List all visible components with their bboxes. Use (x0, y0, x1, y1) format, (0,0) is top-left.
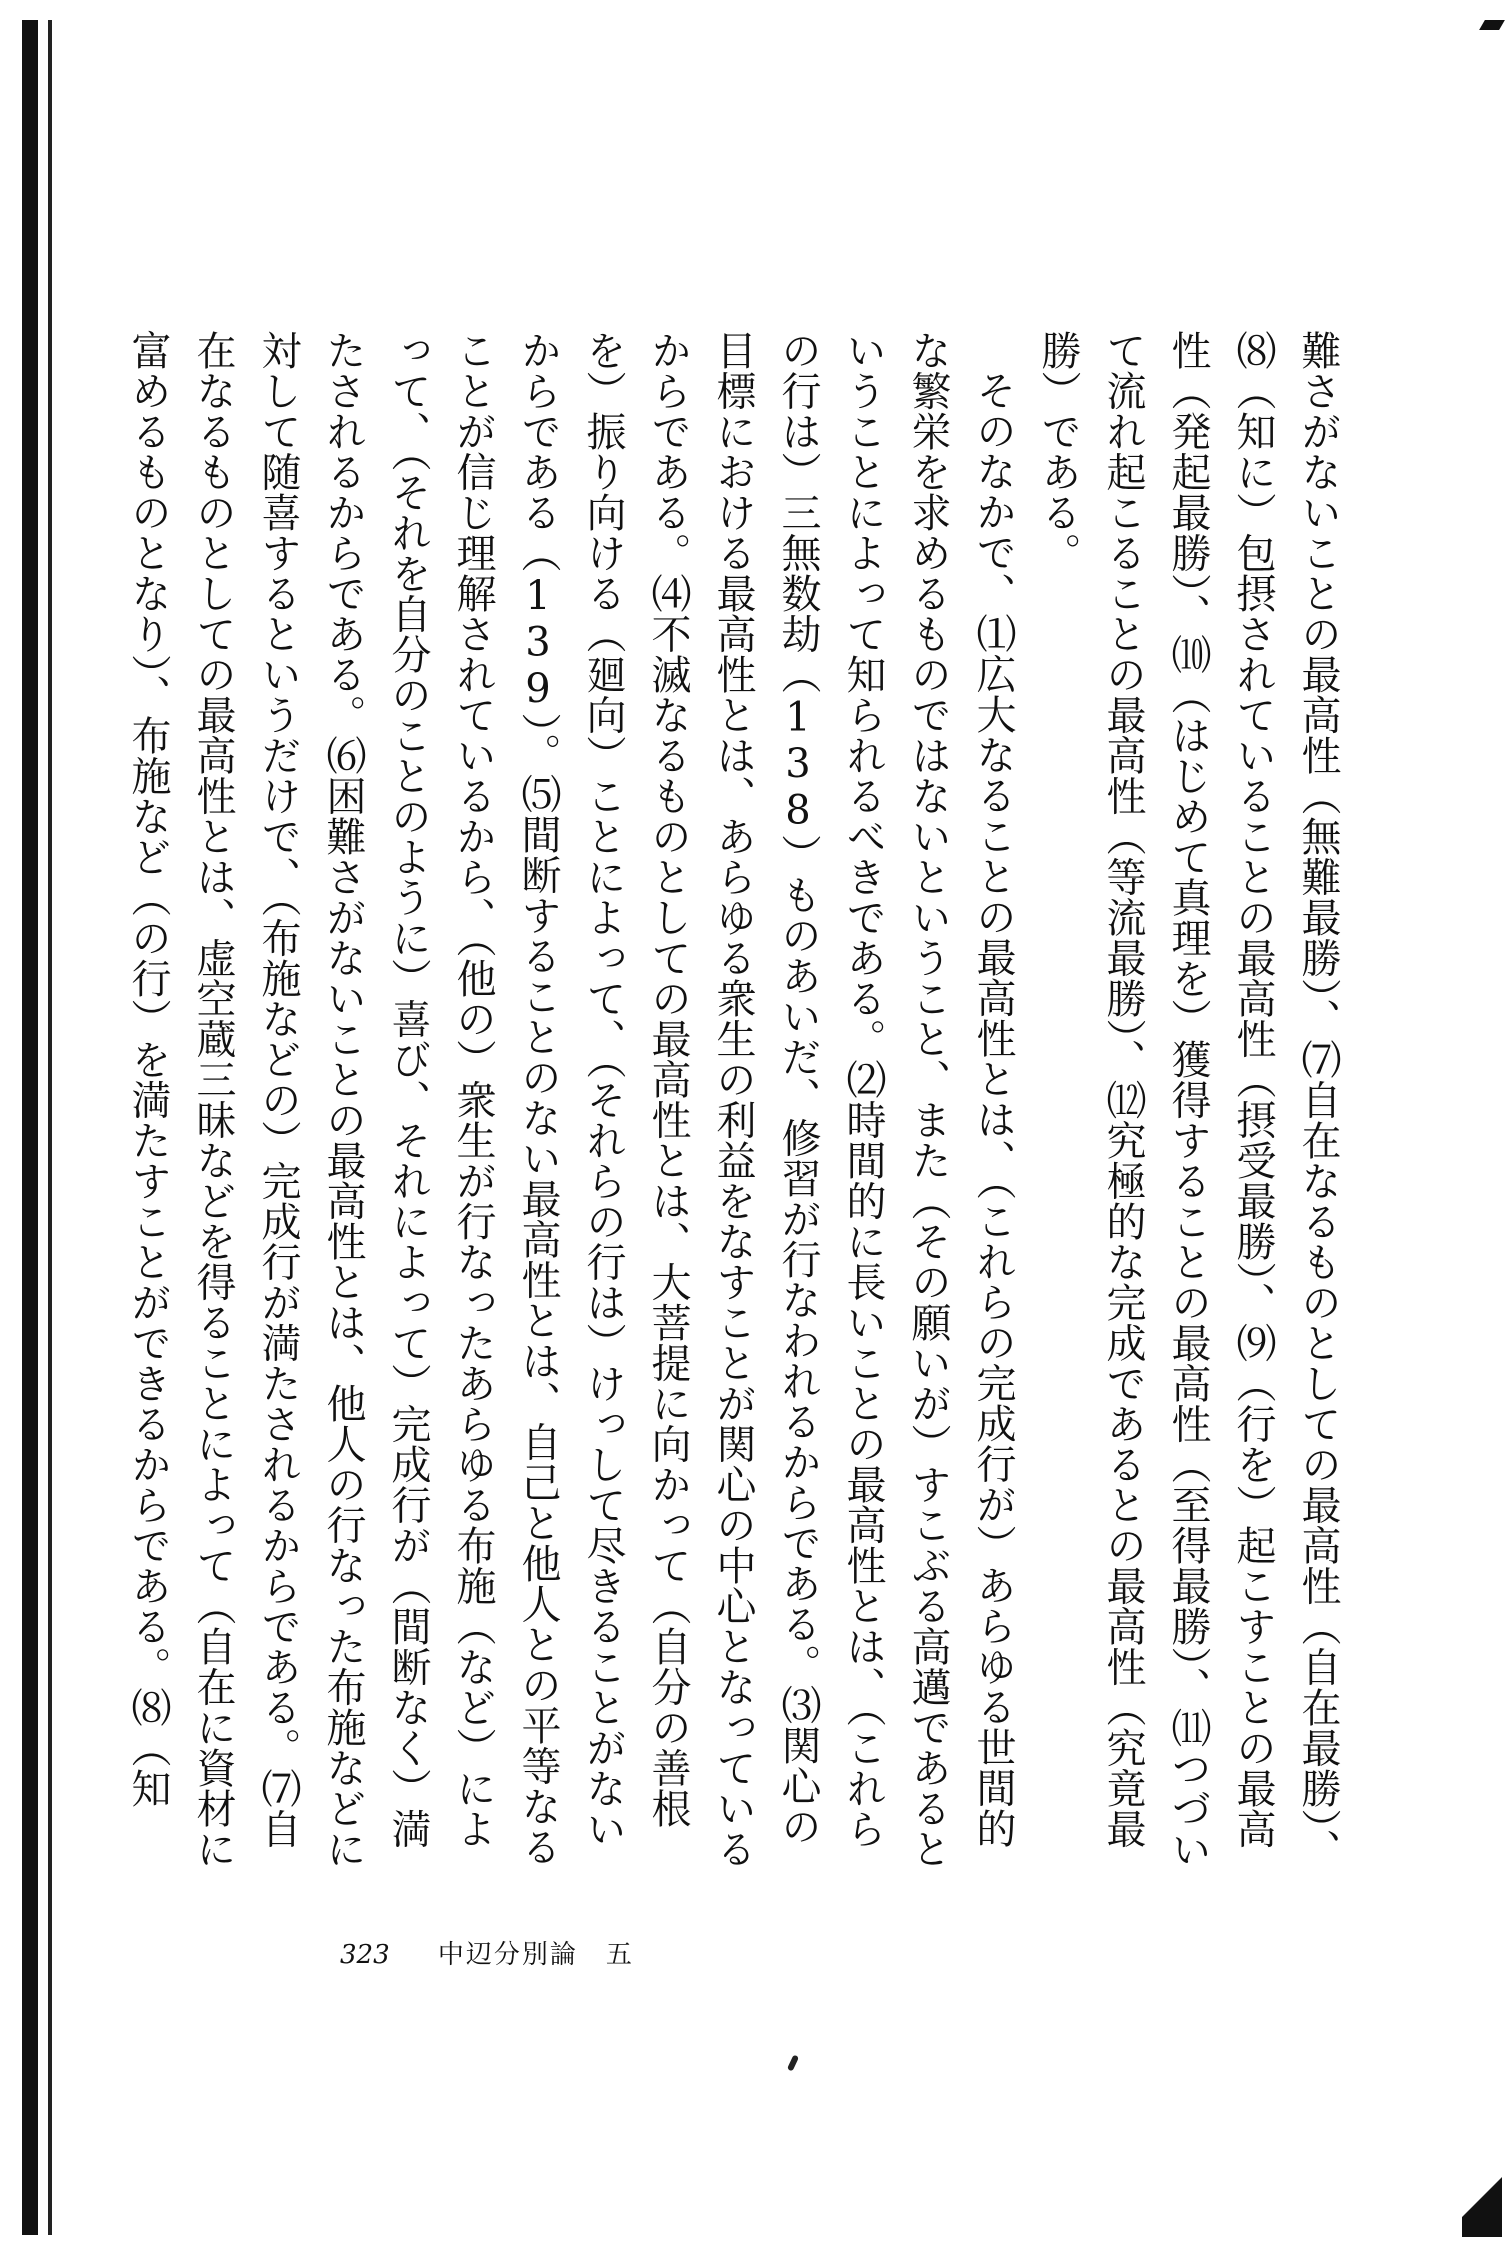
running-title: 中辺分別論 五 (437, 1940, 634, 1970)
scan-corner-mark-bottom (1462, 2167, 1502, 2237)
page-number: 323 (340, 1940, 390, 1970)
page-footer (340, 1935, 634, 1975)
binding-shadow (22, 20, 38, 2235)
paragraph-continued: 難さがないことの最高性（無難最勝）、⑺自在なるものとしての最高性（自在最勝）、⑻（知に）包摂されていることの最高性（摂受最勝）、⑼（行を）起こすことの最高性（発起最勝）、⑽（はじめて真理を）獲得することの最高性（至得最勝）、⑾つづいて流れ起こることの最高性（等流最勝）、⑿究極的な完成であるとの最高性（究竟最勝）である。 (1035, 330, 1341, 1870)
scan-speck (787, 2054, 799, 2071)
main-text-vertical (125, 330, 1350, 1870)
scan-corner-mark (1479, 20, 1505, 30)
binding-edge-line (48, 20, 52, 2235)
paragraph-explanation: そのなかで、⑴広大なることの最高性とは、（これらの完成行が）あらゆる世間的な繁栄を求めるものではないということ、また（その願いが）すこぶる高邁であるということによって知られるべきである。⑵時間的に長いことの最高性とは、（これらの行は）三無数劫（138）ものあいだ、修習が行なわれるからである。⑶関心の目標における最高性とは、あらゆる衆生の利益をなすことが関心の中心となっているからである。⑷不滅なるものとしての最高性とは、大菩提に向かって（自分の善根を）振り向ける（廻向）ことによって、（それらの行は）けっして尽きることがないからである（139）。⑸間断することのない最高性とは、自己と他人との平等なることが信じ理解されているから、（他の）衆生が行なったあらゆる布施（など）によって、（それを自分のことのように）喜び、それによって）完成行が（間断なく）満たされるからである。⑹困難さがないことの最高性とは、他人の行なった布施などに対して随喜するというだけで、（布施などの）完成行が満たされるからである。⑺自在なるものとしての最高性とは、虚空蔵三昧などを得ることによって（自在に資材に富めるものとなり）、布施など（の行）を満たすことができるからである。⑻（知 (125, 330, 1016, 1869)
